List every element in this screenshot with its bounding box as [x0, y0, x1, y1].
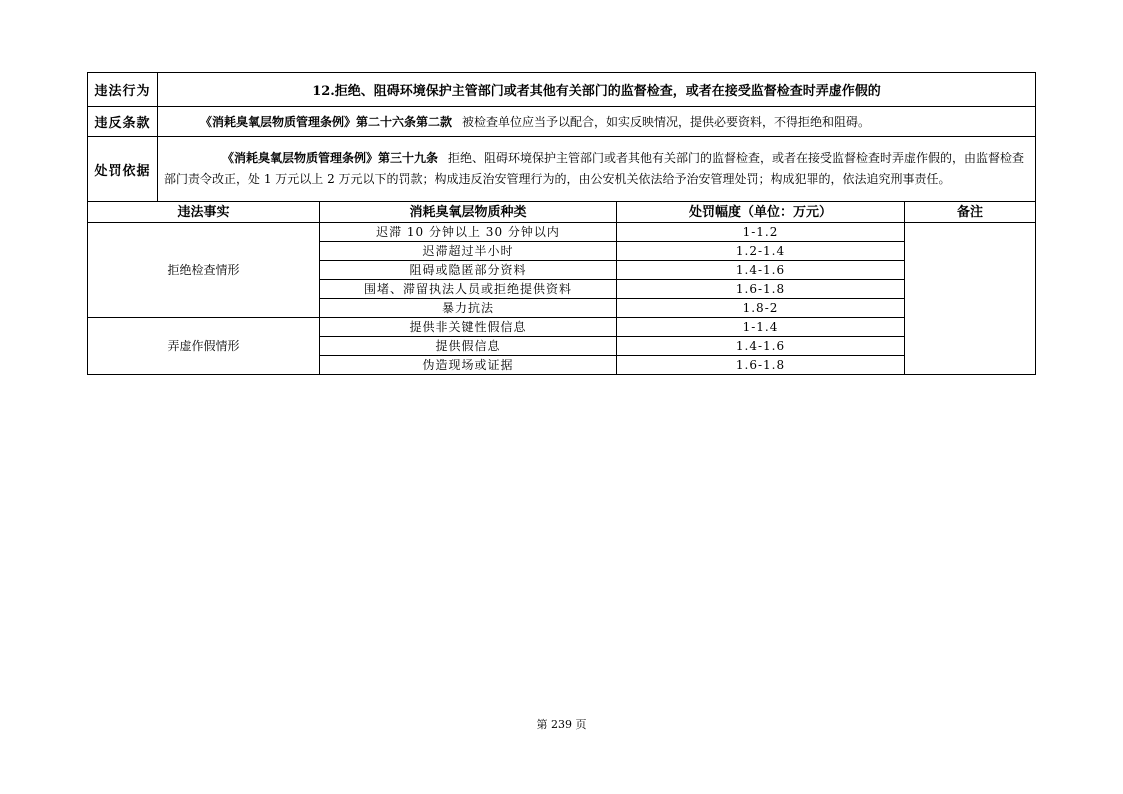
violation-header-table [87, 72, 1036, 202]
type-cell: 提供假信息 [320, 337, 617, 356]
range-cell: 1-1.4 [617, 318, 905, 337]
clause-law-name: 《消耗臭氧层物质管理条例》第二十六条第二款 [200, 115, 453, 129]
clause-text: 被检查单位应当予以配合，如实反映情况，提供必要资料，不得拒绝和阻碍。 [462, 115, 871, 129]
type-cell: 迟滞超过半小时 [320, 242, 617, 261]
clause-cell [158, 107, 1036, 137]
range-cell: 1.4-1.6 [617, 337, 905, 356]
table-row [88, 318, 1036, 337]
range-cell: 1.8-2 [617, 299, 905, 318]
type-cell: 迟滞 10 分钟以上 30 分钟以内 [320, 223, 617, 242]
violation-title: 12.拒绝、阻碍环境保护主管部门或者其他有关部门的监督检查，或者在接受监督检查时弄虚作假的 [158, 73, 1036, 107]
basis-row [88, 137, 1036, 202]
fact-cell: 弄虚作假情形 [88, 318, 320, 375]
column-header-range: 处罚幅度（单位：万元） [617, 202, 905, 223]
penalty-table [87, 201, 1036, 375]
range-cell: 1.6-1.8 [617, 280, 905, 299]
type-cell: 围堵、滞留执法人员或拒绝提供资料 [320, 280, 617, 299]
column-header-fact: 违法事实 [88, 202, 320, 223]
type-cell: 提供非关键性假信息 [320, 318, 617, 337]
penalty-table-header [88, 202, 1036, 223]
table-row [88, 223, 1036, 242]
range-cell: 1.4-1.6 [617, 261, 905, 280]
basis-law-name: 《消耗臭氧层物质管理条例》第三十九条 [222, 151, 439, 165]
range-cell: 1-1.2 [617, 223, 905, 242]
clause-row [88, 107, 1036, 137]
basis-text: 拒绝、阻碍环境保护主管部门或者其他有关部门的监督检查，或者在接受监督检查时弄虚作假的，由监督检查部门责令改正，处 1 万元以上 2 万元以下的罚款；构成违反治安管理行为的，由公安机关依法给予治安管理处罚；构成犯罪的，依法追究刑事责任。 [164, 151, 1025, 186]
range-cell: 1.2-1.4 [617, 242, 905, 261]
fact-cell: 拒绝检查情形 [88, 223, 320, 318]
basis-label: 处罚依据 [88, 137, 158, 202]
column-header-remark: 备注 [905, 202, 1036, 223]
type-cell: 暴力抗法 [320, 299, 617, 318]
column-header-type: 消耗臭氧层物质种类 [320, 202, 617, 223]
basis-cell [158, 137, 1036, 202]
clause-label: 违反条款 [88, 107, 158, 137]
type-cell: 伪造现场或证据 [320, 356, 617, 375]
violation-label: 违法行为 [88, 73, 158, 107]
type-cell: 阻碍或隐匿部分资料 [320, 261, 617, 280]
violation-row [88, 73, 1036, 107]
page-number: 第 239 页 [536, 718, 587, 731]
remark-cell [905, 223, 1036, 375]
range-cell: 1.6-1.8 [617, 356, 905, 375]
